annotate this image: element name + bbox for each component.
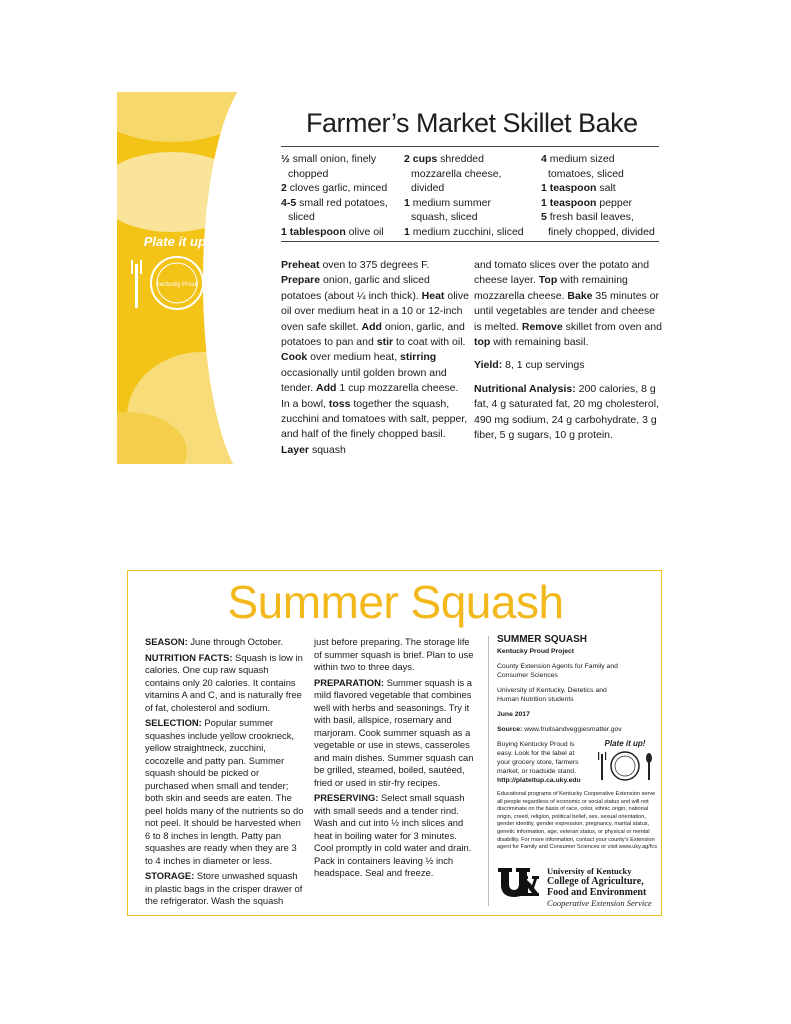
directions-text-left: Preheat oven to 375 degrees F. Prepare onion, garlic and sliced potatoes (about ¼ inch thick). Heat olive oil over medium heat in a 10 or 12-inch oven safe skillet. Add onion, garlic, and potatoes to pan and stir to coat with oil. Cook over medium heat, stirring occasionally until golden brown and tender. Add 1 cup mozzarella cheese. In a bowl, toss together the squash, zucchini and tomatoes with salt, pepper, and half of the finely chopped basil. Layer squash [281,259,469,456]
sidebar-agents: County Extension Agents for Family and Consumer Sciences [497,663,618,679]
info-column-1: SEASON: June through October. NUTRITION FACTS: Squash is low in calories. One cup raw squash contains only 20 calories. It contains vitamins A and C, and is naturally free of fat, cholesterol and sodium. SELECTION: Popular summer squashes include yellow crookneck, yellow straightneck, zucchini, cocozelle and patty pan. Summer squash should be picked or purchased when small and tender; both skin and seeds are eaten. The peel holds many of the nutrients so do not peel. It should be harvested when 6 to 8 inches in length. Patty pan squashes are ready when they are 3 to 4 inches in diameter or less. STORAGE: Store unwashed squash in plastic bags in the crisper drawer of the refrigerator. Wash the squash [145,636,304,906]
uk-college-text: University of Kentucky College of Agriculture, Food and Environment Cooperative Extension Service [547,866,652,908]
sidebar-buying: Buying Kentucky Proud is easy. Look for the label at your grocery store, farmers market, or roadside stand. http://plateitup.ca.uky.edu [497,741,581,784]
ingredients-column-2 [404,152,530,239]
sidebar-students: University of Kentucky, Dietetics and Human Nutrition students [497,687,607,703]
ingredient-item: 5 fresh basil leaves, finely chopped, divided [541,211,655,238]
plateitup-link[interactable]: http://plateitup.ca.uky.edu [497,777,581,784]
ingredient-item: 1 tablespoon olive oil [281,225,384,238]
ingredient-item: 2 cups shredded mozzarella cheese, divided [404,153,502,194]
sidebar-legal: Educational programs of Kentucky Cooperative Extension serve all people regardless of economic or social status and will not discriminate on the basis of race, color, ethnic origin, national origin, creed, religion, political belief, sex, sexual orientation, gender identity, gender expression, pregnancy, marital status, genetic information, age, veteran status, or physical or mental disability. For more information, contact your county’s Extension agent for Family and Consumer Sciences or visit www.uky.ag/fcs [497,791,658,851]
directions-text-right: and tomato slices over the potato and cheese layer. Top with remaining mozzarella cheese. Bake 35 minutes or until vegetables are tender and cheese is melted. Remove skillet from oven and top with remaining basil. [474,259,662,349]
ingredients-divider [281,241,659,242]
info-column-2: just before preparing. The storage life of summer squash is brief. Plan to use within two to three days. PREPARATION: Summer squash is a mild flavored vegetable that combines well with herbs and seasonings. Try it with basil, allspice, rosemary and marjoram. Cook summer squash as a vegetable or use in stews, casseroles and main dishes. Summer squash can be grilled, steamed, boiled, sautéed, fried or used in stir-fry recipes. PRESERVING: Select small squash with small seeds and a tender rind. Wash and cut into ½ inch slices and heat in boiling water for 3 minutes. Cool promptly in cold water and drain. Pack in containers leaving ½ inch headspace. Seal and freeze. [314,636,474,878]
ingredient-item: 1 medium summer squash, sliced [404,196,491,223]
ingredient-item: 1 teaspoon pepper [541,196,633,209]
plate-it-up-mini-logo [593,736,657,786]
card-title: Summer Squash [227,576,564,628]
recipe-title: Farmer’s Market Skillet Bake [306,108,638,138]
directions-right [474,258,664,451]
ingredient-item: 1 teaspoon salt [541,182,616,194]
ingredient-item: 2 cloves garlic, minced [281,182,388,194]
svg-text:Plate it up!: Plate it up! [604,739,646,748]
sidebar-project: Kentucky Proud Project [497,648,575,655]
ingredient-item: 4-5 small red potatoes, sliced [281,196,388,223]
sidebar-date: June 2017 [497,711,530,718]
uk-logo-icon [497,866,539,898]
plate-it-up-logo [117,228,237,332]
svg-text:Kentucky Proud: Kentucky Proud [155,282,199,288]
sidebar-divider [488,636,489,906]
sidebar-heading: SUMMER SQUASH [497,634,588,645]
ingredients-column-3 [541,152,661,239]
directions-left [281,258,469,466]
nutrition-analysis: Nutritional Analysis: 200 calories, 8 g fat, 4 g saturated fat, 20 mg cholesterol, 490 mg sodium, 24 g carbohydrate, 3 g fiber, 5 g sugars, 10 g protein. [474,382,660,442]
squash-photo-panel [117,92,263,464]
yield: Yield: 8, 1 cup servings [474,359,585,372]
ingredient-item: 4 medium sized tomatoes, sliced [541,153,624,180]
ingredients-column-1 [281,152,399,239]
svg-text:Plate it up!: Plate it up! [143,234,211,249]
sidebar-source: Source: www.fruitsandveggiesmatter.gov [497,726,622,733]
ingredient-item: 1 medium zucchini, sliced [404,225,524,238]
ingredient-item: ½ small onion, finely chopped [281,153,377,180]
title-divider [281,146,659,147]
